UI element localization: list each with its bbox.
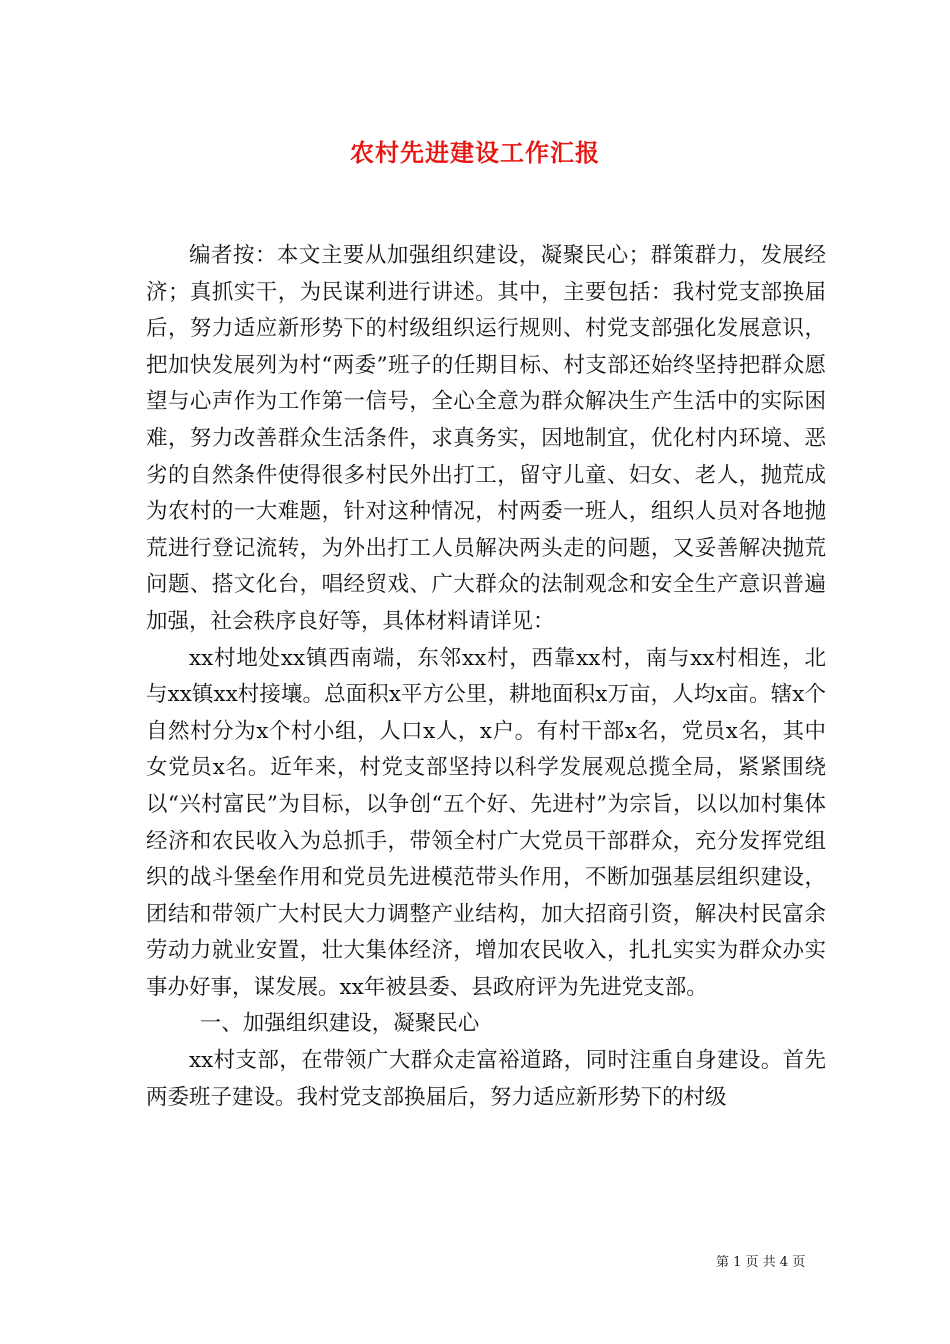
editor-note-paragraph: 编者按：本文主要从加强组织建设，凝聚民心；群策群力，发展经济；真抓实干，为民谋利进行讲述。其中，主要包括：我村党支部换届后，努力适应新形势下的村级组织运行规则、村党支部强化发展意识，把加快发展列为村“两委”班子的任期目标、村支部还始终坚持把群众愿望与心声作为工作第一信号，全心全意为群众解决生产生活中的实际困难，努力改善群众生活条件，求真务实，因地制宜，优化村内环境、恶劣的自然条件使得很多村民外出打工，留守儿童、妇女、老人，抛荒成为农村的一大难题，针对这种情况，村两委一班人，组织人员对各地抛荒进行登记流转，为外出打工人员解决两头走的问题，又妥善解决抛荒问题、搭文化台，唱经贸戏、广大群众的法制观念和安全生产意识普遍加强，社会秩序良好等，具体材料请详见： (146, 243, 826, 634)
page-number: 第 1 页 共 4 页 (716, 1255, 806, 1270)
village-overview-paragraph: xx村地处xx镇西南端，东邻xx村，西靠xx村，南与xx村相连，北与xx镇xx村接壤。总面积x平方公里，耕地面积x万亩，人均x亩。辖x个自然村分为x个村小组，人口x人，x户。有村干部x名，党员x名，其中女党员x名。近年来，村党支部坚持以科学发展观总揽全局，紧紧围绕以“兴村富民”为目标，以争创“五个好、先进村”为宗旨，以以加村集体经济和农民收入为总抓手，带领全村广大党员干部群众，充分发挥党组织的战斗堡垒作用和党员先进模范带头作用，不断加强基层组织建设，团结和带领广大村民大力调整产业结构，加大招商引资，解决村民富余劳动力就业安置，壮大集体经济，增加农民收入，扎扎实实为群众办实事办好事，谋发展。xx年被县委、县政府评为先进党支部。 (146, 645, 826, 1000)
document-title: 农村先进建设工作汇报 (350, 138, 600, 167)
section-heading: 一、加强组织建设，凝聚民心 (199, 1011, 480, 1037)
section-body-paragraph: xx村支部，在带领广大群众走富裕道路，同时注重自身建设。首先两委班子建设。我村党支部换届后，努力适应新形势下的村级 (146, 1048, 826, 1110)
document-body (146, 238, 826, 1116)
